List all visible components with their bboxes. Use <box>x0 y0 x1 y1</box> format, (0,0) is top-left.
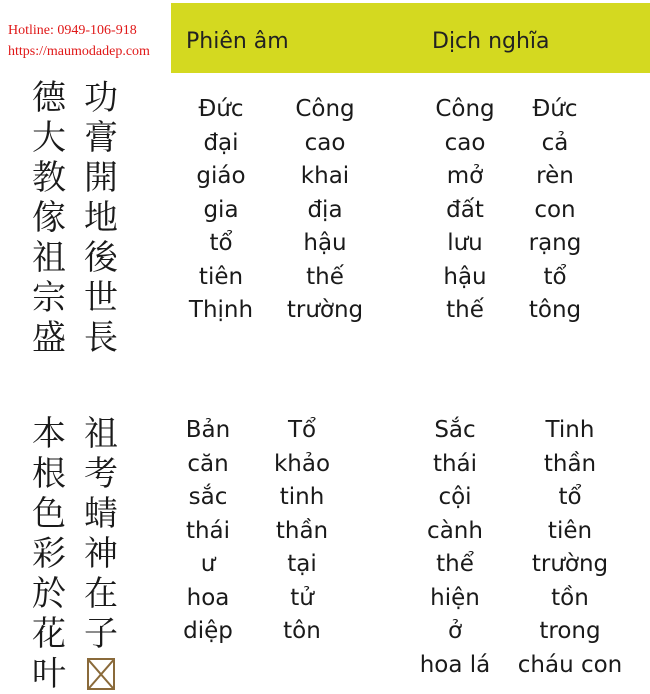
word: tổ <box>558 484 582 510</box>
word: Bản <box>185 417 231 443</box>
word: khảo <box>273 450 331 477</box>
han-char: 長 <box>84 318 118 358</box>
han-char: 色 <box>32 494 66 534</box>
block2-han-right <box>84 414 118 690</box>
han-char: 開 <box>84 158 118 198</box>
block1-han-left <box>32 78 66 358</box>
word: địa <box>307 196 343 223</box>
han-char: 教 <box>32 158 66 198</box>
word: gia <box>203 196 239 223</box>
han-char: 於 <box>32 574 66 614</box>
word: khai <box>300 163 350 189</box>
word: hoa <box>186 584 230 611</box>
word: trường <box>531 551 609 577</box>
word: hiện <box>430 584 480 611</box>
word: Tinh <box>545 417 595 443</box>
han-char: 盛 <box>32 318 66 358</box>
block2-phien-am-right <box>262 414 342 649</box>
han-char: 地 <box>84 198 118 238</box>
word: giáo <box>196 163 246 189</box>
block1-dich-nghia-right <box>515 93 595 328</box>
han-char: 在 <box>84 574 118 614</box>
missing-glyph-icon <box>87 658 115 690</box>
word: hoa lá <box>419 651 491 678</box>
word: tử <box>290 584 314 611</box>
header-phien-am: Phiên âm <box>186 29 289 54</box>
block1-phien-am-left <box>180 93 262 328</box>
word: tại <box>287 551 317 577</box>
word: tổ <box>209 230 233 256</box>
word: hậu <box>303 230 347 256</box>
han-char: 叶 <box>32 654 66 694</box>
block2-dich-nghia-left <box>410 414 500 682</box>
word: thể <box>436 551 474 577</box>
word: con <box>534 196 576 223</box>
han-char: 大 <box>32 118 66 158</box>
word: tôn <box>283 618 321 644</box>
hotline-block <box>8 20 172 62</box>
word: rạng <box>528 230 582 256</box>
word: tiên <box>547 517 593 544</box>
word: Đức <box>198 96 244 122</box>
block1-han-right <box>84 78 118 358</box>
block2-phien-am-left <box>175 414 241 649</box>
word: cao <box>444 129 486 156</box>
block2-dich-nghia-right <box>510 414 630 682</box>
han-char: 本 <box>32 414 66 454</box>
word: cả <box>541 129 569 156</box>
han-char: 根 <box>32 454 66 494</box>
word: Đức <box>532 96 578 122</box>
word: diệp <box>183 618 233 644</box>
han-char: 後 <box>84 238 118 278</box>
word: tinh <box>279 484 325 510</box>
han-char: 膏 <box>84 118 118 158</box>
word: căn <box>187 450 229 477</box>
word: thái <box>432 450 478 477</box>
header-dich-nghia: Dịch nghĩa <box>432 29 550 54</box>
word: thần <box>275 517 329 544</box>
word: cao <box>304 129 346 156</box>
word: đại <box>203 129 239 156</box>
word: sắc <box>188 484 228 510</box>
word: Công <box>435 96 495 122</box>
han-char: 神 <box>84 534 118 574</box>
hotline-phone: Hotline: 0949-106-918 <box>8 23 137 38</box>
word: đất <box>446 196 484 223</box>
word: trong <box>539 618 601 644</box>
han-char: 祖 <box>84 414 118 454</box>
word: mở <box>446 163 484 189</box>
han-char: 傢 <box>32 198 66 238</box>
word: tiên <box>198 263 244 290</box>
word: trường <box>286 297 364 323</box>
hotline-website[interactable]: https://maumodadep.com <box>8 44 150 59</box>
han-char: 花 <box>32 614 66 654</box>
han-char: 祖 <box>32 238 66 278</box>
word: thái <box>185 517 231 544</box>
word: cội <box>438 484 472 510</box>
word: thế <box>446 297 484 323</box>
han-char: 考 <box>84 454 118 494</box>
han-char: 蜻 <box>84 494 118 534</box>
han-char: 子 <box>84 614 118 654</box>
word: ư <box>200 551 216 577</box>
han-char: 德 <box>32 78 66 118</box>
word: Thịnh <box>188 297 254 323</box>
han-char: 宗 <box>32 278 66 318</box>
word: cành <box>427 517 483 544</box>
word: hậu <box>443 263 487 290</box>
word: Công <box>295 96 355 122</box>
word: thế <box>306 263 344 290</box>
block1-dich-nghia-left <box>425 93 505 328</box>
han-char: 彩 <box>32 534 66 574</box>
word: thần <box>543 450 597 477</box>
block2-han-left <box>32 414 66 694</box>
block1-phien-am-right <box>275 93 375 328</box>
han-char: 功 <box>84 78 118 118</box>
word: lưu <box>447 230 483 256</box>
word: rèn <box>536 163 574 189</box>
word: Sắc <box>434 417 476 443</box>
word: cháu con <box>517 651 623 678</box>
word: ở <box>447 618 463 644</box>
word: Tổ <box>287 417 317 443</box>
header-bar <box>171 3 650 73</box>
han-char: 世 <box>84 278 118 318</box>
word: tông <box>528 297 582 323</box>
word: tồn <box>551 584 589 611</box>
word: tổ <box>543 263 567 290</box>
